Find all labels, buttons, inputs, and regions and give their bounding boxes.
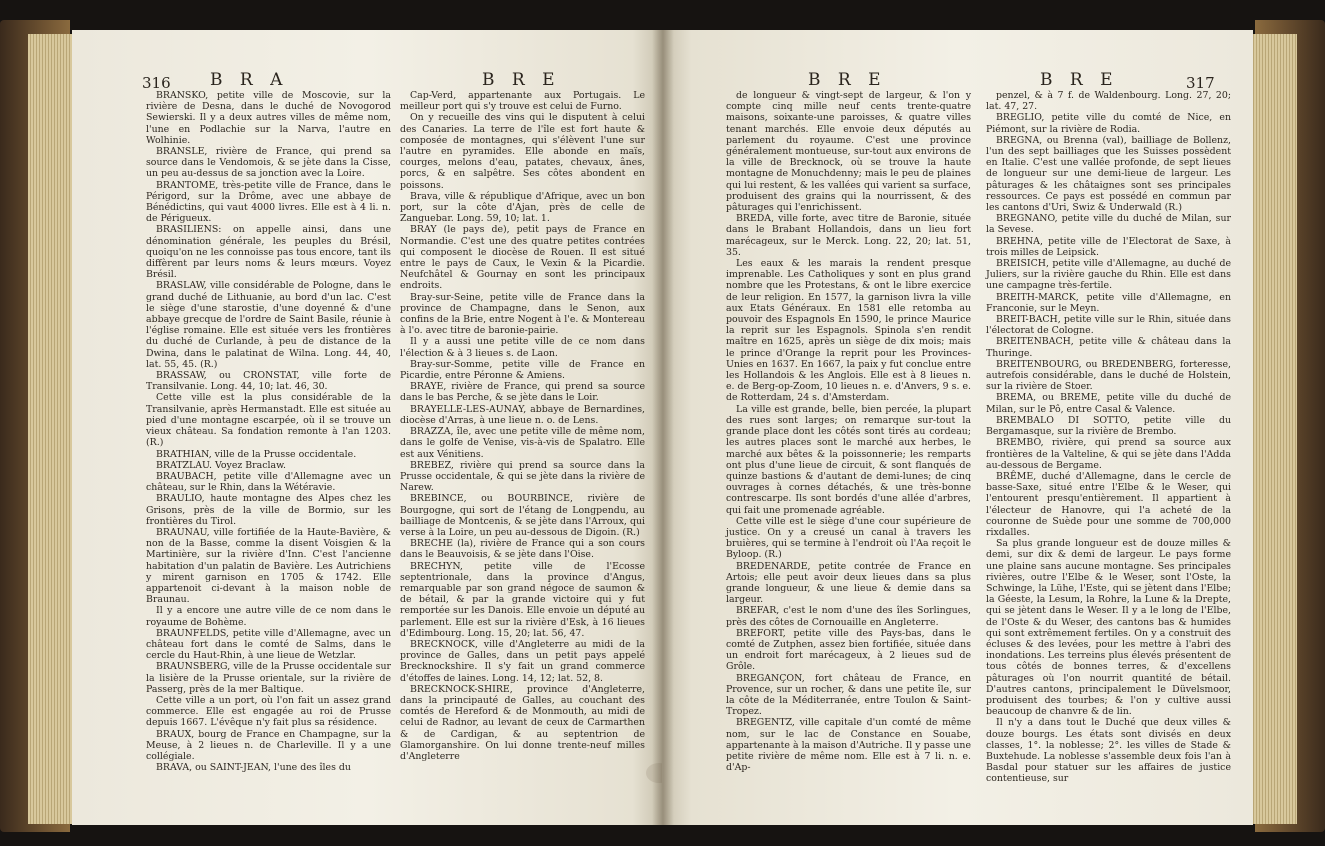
entry: BREITH-MARCK, petite ville d'Allemagne, en Franconie, sur le Meyn.	[986, 291, 1231, 314]
entry: BRECKNOCK, ville d'Angleterre au midi de la province de Galles, dans un petit pays appelé Brecknockshire. Il s'y fait un grand commerce d'étoffes de laines. Long. 14, 12; lat. 52, 8.	[400, 638, 645, 684]
entry: Cette ville a un port, où l'on fait un assez grand commerce. Elle est engagée au roi de Prusse depuis 1667. L'évêque n'y fait plus sa résidence.	[146, 694, 391, 729]
entry: penzel, & à 7 f. de Waldenbourg. Long. 27, 20; lat. 47, 27.	[986, 90, 1231, 113]
entry: Les eaux & les marais la rendent presque imprenable. Les Catholiques y sont en plus grand nombre que les Protestans, & ont le libre exercice de leur religion. En 1577, la garnison livra la ville aux Etats Généraux. En 1581 elle retomba au pouvoir des Espagnols En 1590, le prince Maurice la reprit sur les Espagnols. Spinola s'en rendit maître en 1625, après un siège de dix mois; mais le prince d'Orange la reprit pour les Provinces-Unies en 1637. En 1667, la paix y fut conclue entre les Hollandois & les Anglois. Elle est à 8 lieues n. e. de Berg-op-Zoom, 10 lieues n. e. d'Anvers, 9 s. e. de Rotterdam, 24 s. d'Amsterdam.	[726, 258, 971, 404]
entry: BREISICH, petite ville d'Allemagne, au duché de Juliers, sur la rivière gauche du Rhin. Elle est dans une campagne très-fertile.	[986, 258, 1231, 292]
entry: BRECKNOCK-SHIRE, province d'Angleterre, dans la principauté de Galles, au couchant des comtés de Hereford & de Monmouth, au midi de celui de Radnor, au levant de ceux de Carmarthen & de Cardigan, & au septentrion de Glamorganshire. On lui donne trente-neuf milles d'Angleterre	[400, 683, 645, 762]
page-number-right: 317	[1186, 74, 1215, 92]
entry: BREGANÇON, fort château de France, en Provence, sur un rocher, & dans une petite île, sur la côte de la Méditerranée, entre Toulon & Saint-Tropez.	[726, 672, 971, 718]
entry: BRAY (le pays de), petit pays de France en Normandie. C'est une des quatre petites contrées qui composent le diocèse de Rouen. Il est situé entre le pays de Caux, le Vexin & la Picardie. Neufchâtel & Gournay en sont les principaux endroits.	[400, 224, 645, 292]
entry: BREITENBACH, petite ville & château dans la Thuringe.	[986, 336, 1231, 359]
entry: Bray-sur-Somme, petite ville de France en Picardie, entre Péronne & Amiens.	[400, 358, 645, 382]
entry: BREFORT, petite ville des Pays-bas, dans le comté de Zutphen, assez bien fortifiée, située dans un endroit fort marécageux, à 2 lieues sud de Grôle.	[726, 627, 971, 673]
entry: BREMA, ou BREME, petite ville du duché de Milan, sur le Pô, entre Casal & Valence.	[986, 392, 1231, 415]
entry: BRATHIAN, ville de la Prusse occidentale.	[156, 448, 357, 460]
entry: Il y a encore une autre ville de ce nom dans le royaume de Bohème.	[146, 605, 391, 628]
right-page-column-2	[986, 90, 1231, 785]
page-number-left: 316	[142, 74, 171, 92]
entry: Sa plus grande longueur est de douze milles & demi, sur dix & demi de largeur. Le pays forme une plaine sans aucune montagne. Ses principales rivières, outre l'Elbe & le Weser, sont l'Oste, la Schwinge, la Lühe, l'Este, qui se jètent dans l'Elbe; la Géeste, la Lesum, la Rohre, la Lune & la Drepte, qui se jètent dans le Weser. Il y a le long de l'Elbe, de l'Oste & du Weser, des cantons bas & humides qui sont extrêmement fertiles. On y a construit des écluses & des levées, pour les mettre à l'abri des inondations. Les terreins plus élevés présentent de tous côtés de bonnes terres, & d'excellens pâturages où l'on nourrit quantité de bétail. D'autres cantons, principalement le Düvelsmoor, produisent des tourbes; & l'on y cultive aussi beaucoup de chanvre & de lin.	[986, 538, 1231, 718]
entry: Il y a aussi une petite ville de ce nom dans l'élection & à 3 lieues s. de Laon.	[400, 336, 645, 359]
entry: BREGNA, ou Brenna (val), bailliage de Bollenz, l'un des sept bailliages que les Suisses possèdent en Italie. C'est une vallée profonde, de sept lieues de longueur sur une demi-lieue de largeur. Les pâturages & les châtaignes sont ses principales ressources. Ce pays est possédé en commun par les cantons d'Uri, Swiz & Underwald (R.)	[986, 134, 1231, 214]
entry: BRAZZA, île, avec une petite ville de même nom, dans le golfe de Venise, vis-à-vis de Spalatro. Elle est aux Vénitiens.	[400, 426, 645, 460]
running-head-right-col2: B R E	[1040, 70, 1119, 90]
entry: BRANSKO, petite ville de Moscovie, sur la rivière de Desna, dans le duché de Novogorod Sewierski. Il y a deux autres villes de même nom, l'une en Podlachie sur la Narva, l'autre en Wolhinie.	[146, 90, 391, 146]
entry: BREITENBOURG, ou BREDENBERG, forteresse, autrefois considérable, dans le duché de Holstein, sur la rivière de Stoer.	[986, 358, 1231, 393]
entry: BRANSLE, rivière de France, qui prend sa source dans le Vendomois, & se jète dans la Cisse, un peu au-dessus de sa jonction avec la Loire.	[146, 146, 391, 180]
entry: BRECHE (la), rivière de France qui a son cours dans le Beauvoisis, & se jète dans l'Oise.	[400, 538, 645, 561]
left-page-column-2	[400, 90, 645, 762]
entry: Cette ville est la plus considérable de la Transilvanie, après Hermanstadt. Elle est située au pied d'une montagne escarpée, où il se trouve un vieux château. Sa fondation remonte à l'an 1203. (R.)	[146, 392, 391, 449]
entry: BREGNANO, petite ville du duché de Milan, sur la Sevese.	[986, 213, 1231, 236]
page-edges-right	[1251, 34, 1297, 824]
entry: BRECHYN, petite ville de l'Ecosse septentrionale, dans la province d'Angus, remarquable par son grand négoce de saumon & de bétail, & par la grande victoire qui y fut remportée sur les Danois. Elle envoie un député au parlement. Elle est sur la rivière d'Esk, à 16 lieues d'Edimbourg. Long. 15, 20; lat. 56, 47.	[400, 560, 645, 639]
entry: Cap-Verd, appartenante aux Portugais. Le meilleur port qui s'y trouve est celui de Furno.	[400, 90, 645, 113]
entry: Bray-sur-Seine, petite ville de France dans la province de Champagne, dans le Senon, aux confins de la Brie, entre Nogent à l'e. & Montereau à l'o. avec titre de baronie-pairie.	[400, 291, 645, 337]
entry: BREMBALO DI SOTTO, petite ville du Bergamasque, sur la rivière de Brembo.	[986, 414, 1231, 438]
page-edges-left	[28, 34, 74, 824]
running-head-right-col1: B R E	[808, 70, 887, 90]
entry: BRAYE, rivière de France, qui prend sa source dans le bas Perche, & se jète dans le Loir.	[400, 381, 645, 404]
left-page-column-1	[146, 90, 391, 773]
entry: BRAYELLE-LES-AUNAY, abbaye de Bernardines, diocèse d'Arras, à une lieue n. o. de Lens.	[400, 403, 645, 426]
entry: BRASSAW, ou CRONSTAT, ville forte de Transilvanie. Long. 44, 10; lat. 46, 30.	[146, 370, 391, 393]
entry: BREFAR, c'est le nom d'une des îles Sorlingues, près des côtes de Cornouaille en Angleterre.	[726, 605, 971, 628]
entry: BRAUX, bourg de France en Champagne, sur la Meuse, à 2 lieues n. de Charleville. Il y a une collégiale.	[146, 728, 391, 762]
book-gutter	[652, 30, 674, 825]
entry: BREMBO, rivière, qui prend sa source aux frontières de la Valteline, & qui se jète dans l'Adda au-dessous de Bergame.	[986, 437, 1231, 471]
entry: BRASLAW, ville considérable de Pologne, dans le grand duché de Lithuanie, au bord d'un lac. C'est le siège d'une starostie, d'une doyenné & d'une abbaye grecque de l'ordre de Saint Basile, réunie à l'église romaine. Elle est située vers les frontières du duché de Curlande, à peu de distance de la Dwina, dans le palatinat de Wilna. Long. 44, 40, lat. 55, 45. (R.)	[146, 280, 391, 370]
entry: BRAUNFELDS, petite ville d'Allemagne, avec un château fort dans le comté de Salms, dans le cercle du Haut-Rhin, à une lieue de Wetzlar.	[146, 627, 391, 662]
entry: BRATZLAU. Voyez Braclaw.	[156, 459, 286, 471]
entry: BREDENARDE, petite contrée de France en Artois; elle peut avoir deux lieues dans sa plus grande longueur, & une lieue & demie dans sa largeur.	[726, 560, 971, 606]
right-page	[662, 30, 1253, 825]
entry: BREGLIO, petite ville du comté de Nice, en Piémont, sur la rivière de Rodia.	[986, 112, 1231, 135]
entry: BRAUNSBERG, ville de la Prusse occidentale sur la lisière de la Prusse orientale, sur la rivière de Passerg, près de la mer Baltique.	[146, 661, 391, 695]
entry: BREBEZ, rivière qui prend sa source dans la Prusse occidentale, & qui se jète dans la rivière de Narew.	[400, 459, 645, 494]
running-head-left-col1: B R A	[210, 70, 289, 90]
entry: BREDA, ville forte, avec titre de Baronie, située dans le Brabant Hollandois, dans un lieu fort marécageux, sur le Merck. Long. 22, 20; lat. 51, 35.	[726, 213, 971, 258]
entry: Cette ville est le siège d'une cour supérieure de justice. On y a creusé un canal à travers les bruières, qui se termine à l'endroit où l'Aa reçoit le Byloop. (R.)	[726, 515, 971, 561]
entry: Il n'y a dans tout le Duché que deux villes & douze bourgs. Les états sont divisés en deux classes, 1°. la noblesse; 2°. les villes de Stade & Buxtehude. La noblesse s'assemble deux fois l'an à Basdal pour statuer sur les affaires de justice contentieuse, sur	[986, 717, 1231, 785]
entry: BRANTOME, très-petite ville de France, dans le Périgord, sur la Drôme, avec une abbaye de Bénédictins, qui vaut 4000 livres. Elle est à 4 li. n. de Périgueux.	[146, 179, 391, 225]
entry: On y recueille des vins qui le disputent à celui des Canaries. La terre de l'île est fort haute & composée de montagnes, qui s'élèvent l'une sur l'autre en pyramides. Elle abonde en maïs, courges, melons d'eau, patates, chevaux, ânes, porcs, & en salpêtre. Ses côtes abondent en poissons.	[400, 112, 645, 191]
entry: BRAVA, ou SAINT-JEAN, l'une des îles du	[156, 762, 351, 774]
entry: de longueur & vingt-sept de largeur, & l'on y compte cinq mille neuf cents trente-quatre maisons, soixante-une paroisses, & quatre villes tenant marchés. Elle envoie deux députés au parlement du royaume. C'est une province généralement montueuse, sur-tout aux environs de la ville de Brecknock, où se trouve la haute montagne de Monuchdenny; mais le peu de plaines qui lui restent, & les vallées qui varient sa surface, produisent des grains qui la nourrissent, & des pâturages qui l'enrichissent.	[726, 90, 971, 214]
left-page	[72, 30, 662, 825]
entry: BRAUBACH, petite ville d'Allemagne avec un château, sur le Rhin, dans la Wétéravie.	[146, 470, 391, 494]
entry: BREHNA, petite ville de l'Electorat de Saxe, à trois milles de Leipsick.	[986, 235, 1231, 258]
entry: BREIT-BACH, petite ville sur le Rhin, située dans l'électorat de Cologne.	[986, 314, 1231, 337]
entry: BREBINCE, ou BOURBINCE, rivière de Bourgogne, qui sort de l'étang de Longpendu, au bailliage de Montcenis, & se jète dans l'Arroux, qui verse à la Loire, un peu au-dessous de Digoin. (R.)	[400, 493, 645, 538]
entry: BRAULIO, haute montagne des Alpes chez les Grisons, près de la ville de Bormio, sur les frontières du Tirol.	[146, 493, 391, 527]
entry: BRAUNAU, ville fortifiée de la Haute-Bavière, & non de la Basse, comme la disent Voisgien & la Martinière, sur la rivière d'Inn. C'est l'ancienne habitation d'un palatin de Bavière. Les Autrichiens y mirent garnison en 1705 & 1742. Elle appartenoit ci-devant à la maison noble de Braunau.	[146, 526, 391, 606]
entry: BRÊME, duché d'Allemagne, dans le cercle de basse-Saxe, situé entre l'Elbe & le Weser, qui l'entourent presqu'entièrement. Il appartient à l'électeur de Hanovre, qui l'a acheté de la couronne de Suède pour une somme de 700,000 rixdalles.	[986, 470, 1231, 538]
entry: BREGENTZ, ville capitale d'un comté de même nom, sur le lac de Constance en Souabe, appartenante à la maison d'Autriche. Il y passe une petite rivière de même nom. Elle est à 7 li. n. e. d'Ap-	[726, 717, 971, 774]
running-head-left-col2: B R E	[482, 70, 561, 90]
right-page-column-1	[726, 90, 971, 773]
entry: Brava, ville & république d'Afrique, avec un bon port, sur la côte d'Ajan, près de celle de Zanguebar. Long. 59, 10; lat. 1.	[400, 190, 645, 225]
entry: La ville est grande, belle, bien percée, la plupart des rues sont larges; on remarque sur-tout la grande place dont les côtés sont tirés au cordeau; les autres places sont le marché aux herbes, le marché aux bêtes & la poissonnerie; les remparts ont plus d'une lieue de circuit, & sont flanqués de quinze bastions & d'autant de demi-lunes; de cinq ouvrages à cornes détachés, & une très-bonne contrescarpe. Ils sont bordés d'une allée d'arbres, qui fait une promenade agréable.	[726, 403, 971, 516]
entry: BRASILIENS: on appelle ainsi, dans une dénomination générale, les peuples du Brésil, quoiqu'on ne les connoisse pas tous encore, tant ils diffèrent par leurs noms & leurs mœurs. Voyez Brésil.	[146, 224, 391, 281]
